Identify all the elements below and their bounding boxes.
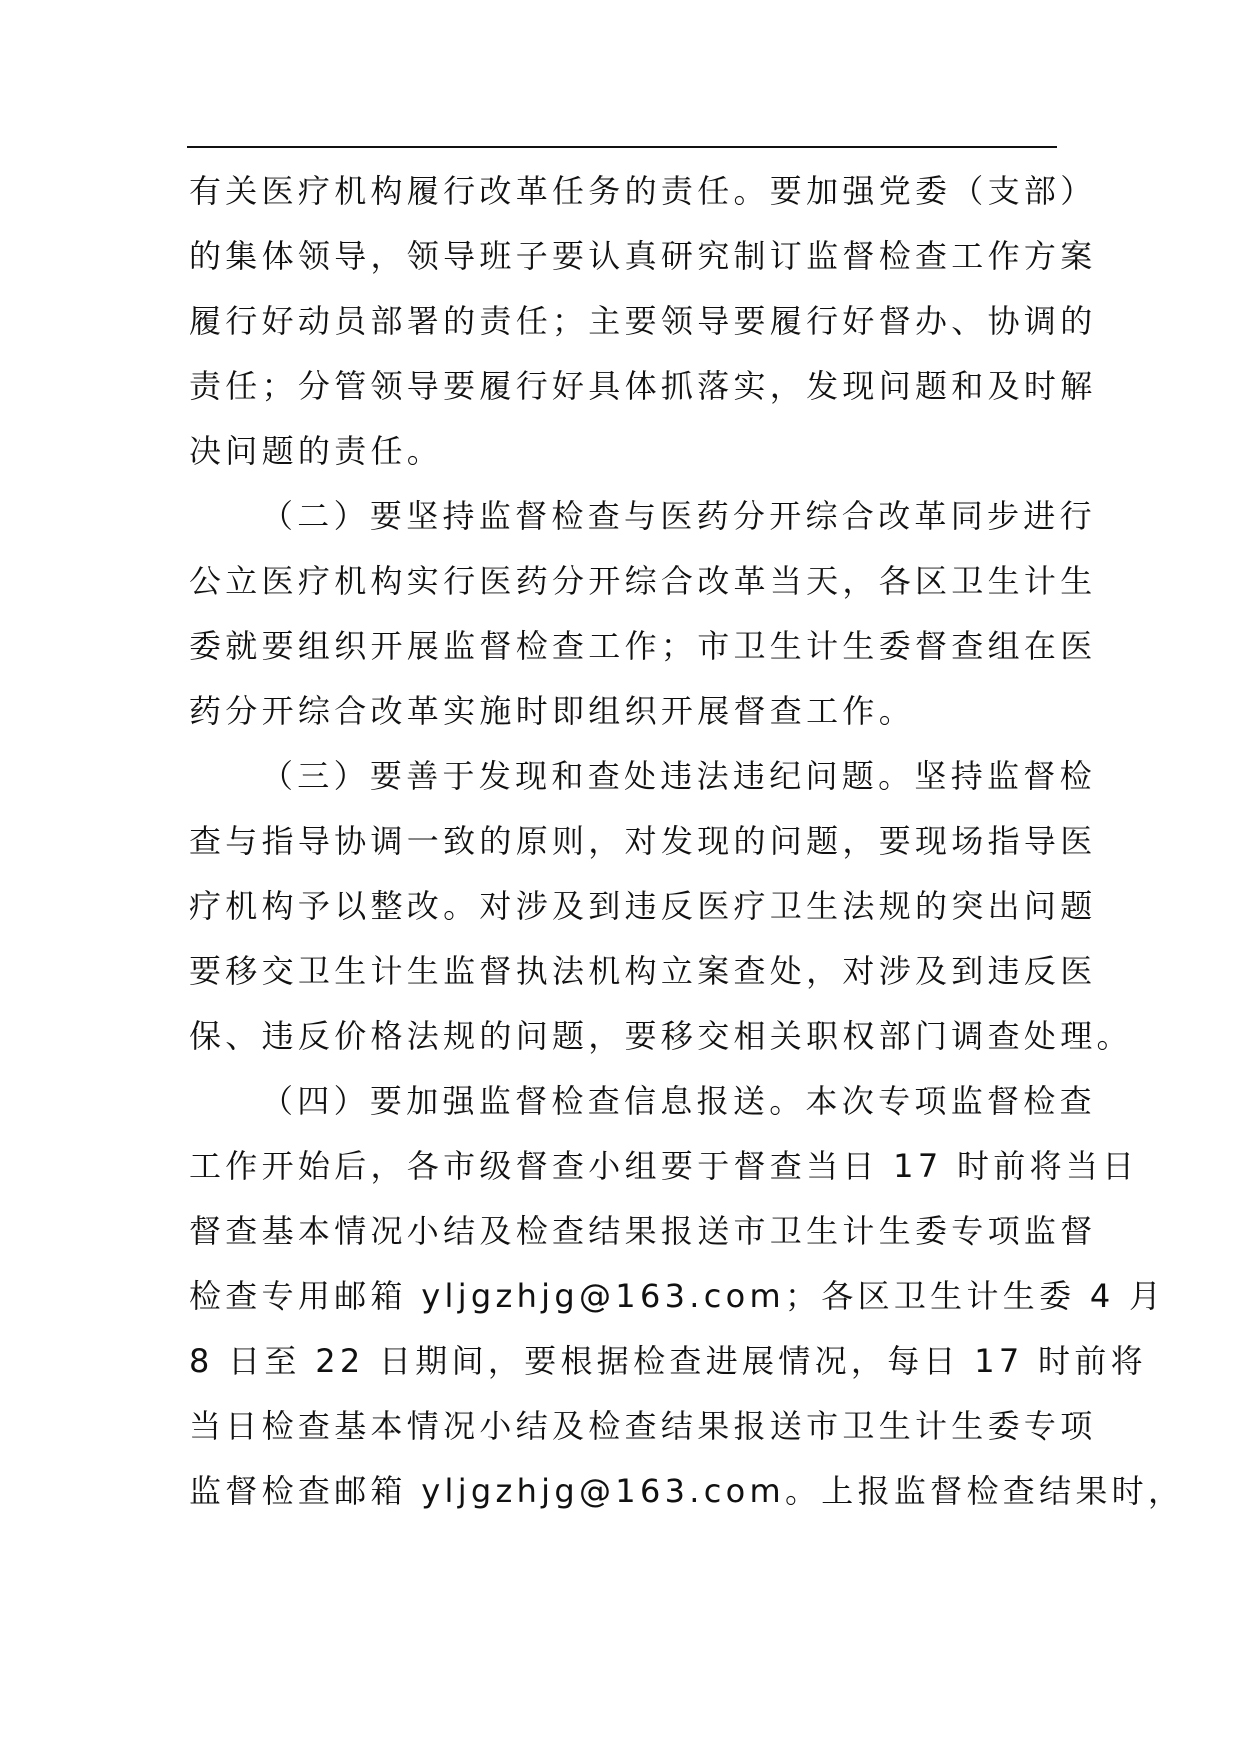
text-line: 当日检查基本情况小结及检查结果报送市卫生计生委专项 — [189, 1407, 1097, 1445]
text-line: 督查基本情况小结及检查结果报送市卫生计生委专项监督 — [189, 1212, 1097, 1250]
text-line: 药分开综合改革实施时即组织开展督查工作。 — [189, 692, 916, 730]
text-line: 委就要组织开展监督检查工作；市卫生计生委督查组在医 — [189, 627, 1097, 665]
text-line: 疗机构予以整改。对涉及到违反医疗卫生法规的突出问题 — [189, 887, 1097, 925]
text-line: 的集体领导，领导班子要认真研究制订监督检查工作方案 — [189, 237, 1097, 275]
text-line: 检查专用邮箱 yljgzhjg@163.com；各区卫生计生委 4 月 — [189, 1277, 1166, 1315]
text-line: 工作开始后，各市级督查小组要于督查当日 17 时前将当日 — [189, 1147, 1139, 1185]
text-line: 监督检查邮箱 yljgzhjg@163.com。上报监督检查结果时， — [189, 1472, 1185, 1510]
text-line: 有关医疗机构履行改革任务的责任。要加强党委（支部） — [189, 172, 1097, 210]
text-line: 要移交卫生计生监督执法机构立案查处，对涉及到违反医 — [189, 952, 1097, 990]
header-rule — [187, 146, 1057, 148]
body-text — [189, 159, 1185, 1524]
text-line: 公立医疗机构实行医药分开综合改革当天，各区卫生计生 — [189, 562, 1097, 600]
text-line: 履行好动员部署的责任；主要领导要履行好督办、协调的 — [189, 302, 1097, 340]
section-heading-line: （二）要坚持监督检查与医药分开综合改革同步进行 — [261, 497, 1096, 535]
text-line: 责任；分管领导要履行好具体抓落实，发现问题和及时解 — [189, 367, 1097, 405]
text-line: 保、违反价格法规的问题，要移交相关职权部门调查处理。 — [189, 1017, 1133, 1055]
section-heading-line: （三）要善于发现和查处违法违纪问题。坚持监督检 — [261, 757, 1096, 795]
text-line: 8 日至 22 日期间，要根据检查进展情况，每日 17 时前将 — [189, 1342, 1147, 1380]
text-line: 查与指导协调一致的原则，对发现的问题，要现场指导医 — [189, 822, 1097, 860]
section-heading-line: （四）要加强监督检查信息报送。本次专项监督检查 — [261, 1082, 1096, 1120]
text-line: 决问题的责任。 — [189, 432, 444, 470]
